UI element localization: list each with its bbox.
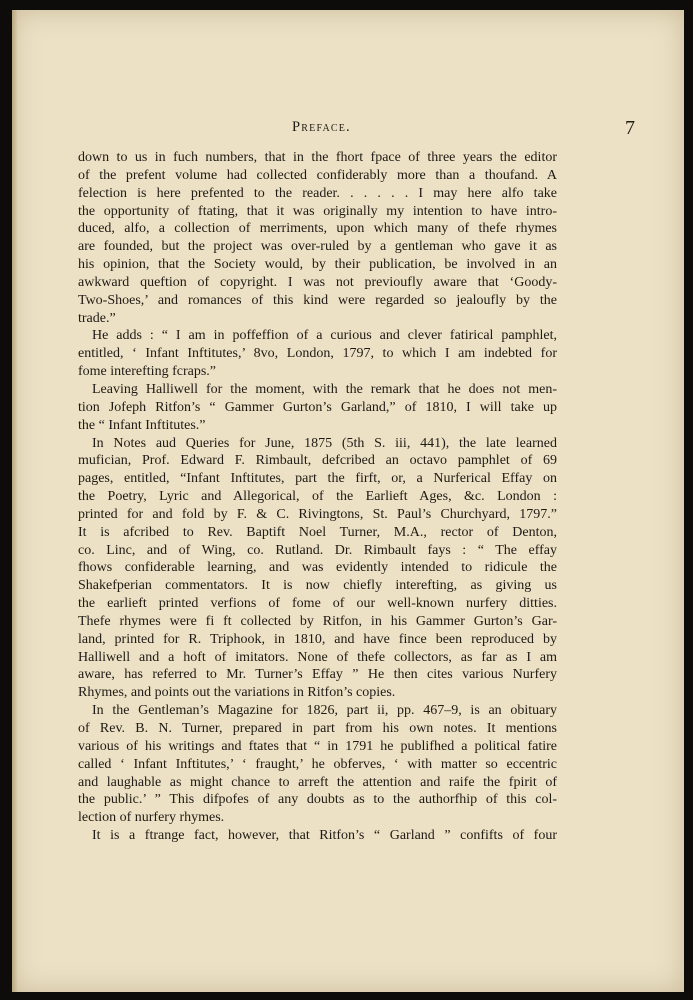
text-line: called ‘ Infant Inftitutes,’ ‘ fraught,’ he obferves, ‘ with matter so eccentric (78, 756, 557, 772)
text-line: aware, has referred to Mr. Turner’s Effay ” He then cites various Nurfery (78, 667, 557, 683)
text-line: the earlieft printed verfions of fome of our well-known nurfery ditties. (78, 596, 557, 612)
text-line: are founded, but the project was over-ruled by a gentleman who gave it as (78, 239, 557, 255)
text-line: co. Linc, and of Wing, co. Rutland. Dr. Rimbault fays : “ The effay (78, 542, 557, 558)
text-line: land, printed for R. Triphook, in 1810, and have fince been reproduced by (78, 631, 557, 647)
text-line: Leaving Halliwell for the moment, with the remark that he does not men- (92, 381, 557, 397)
text-line: Two-Shoes,’ and romances of this kind were regarded so jealoufly by the (78, 292, 557, 308)
text-line: down to us in fuch numbers, that in the fhort fpace of three years the editor (78, 150, 557, 165)
text-line: the public.’ ” This difpofes of any doubts as to the authorfhip of this col- (78, 792, 557, 808)
text-line: Rhymes, and points out the variations in Ritfon’s copies. (78, 685, 396, 701)
text-line: of Rev. B. N. Turner, prepared in part from his own notes. It mentions (78, 721, 557, 736)
page-number: 7 (625, 117, 635, 139)
text-line: Halliwell and a hoft of imitators. None of thefe collectors, as far as I am (78, 649, 557, 665)
page-header (60, 119, 635, 143)
text-line: pages, entitled, “Infant Inftitutes, part the firft, or, a Nurferical Effay on (78, 471, 557, 487)
text-line: In the Gentleman’s Magazine for 1826, part ii, pp. 467–9, is an obituary (92, 703, 557, 719)
text-line: awkward queftion of copyright. I was not previoufly aware that ‘Goody- (78, 274, 557, 290)
text-line: mufician, Prof. Edward F. Rimbault, defcribed an octavo pamphlet of 69 (78, 453, 557, 469)
text-line: tion Jofeph Ritfon’s “ Gammer Gurton’s Garland,” of 1810, I will take up (78, 399, 557, 415)
text-line: printed for and fold by F. & C. Rivingtons, St. Paul’s Churchyard, 1797.” (78, 506, 557, 522)
text-line: Thefe rhymes were fi ft collected by Ritfon, in his Gammer Gurton’s Gar- (78, 613, 557, 629)
text-line: Shakefperian commentators. It is now chiefly interefting, as giving us (78, 578, 557, 594)
text-line: It is a ftrange fact, however, that Ritfon’s “ Garland ” confifts of four (92, 828, 557, 844)
text-line: the opportunity of ftating, that it was originally my intention to have intro- (78, 203, 557, 219)
text-line: the Poetry, Lyric and Allegorical, of the Earlieft Ages, &c. London : (78, 489, 557, 505)
text-line: duced, alfo, a collection of merriments, upon which many of thefe rhymes (78, 221, 557, 237)
text-line: entitled, ‘ Infant Inftitutes,’ 8vo, London, 1797, to which I am indebted for (78, 346, 557, 362)
text-line: of the prefent volume had collected confiderably more than a thoufand. A (78, 167, 557, 183)
text-line: the “ Infant Inftitutes.” (78, 417, 206, 433)
text-line: He adds : “ I am in poffeffion of a curious and clever fatirical pamphlet, (92, 328, 557, 344)
running-head: Preface. (292, 119, 351, 135)
text-line: In Notes aud Queries for June, 1875 (5th S. iii, 441), the late learned (92, 435, 557, 451)
text-line: fhows confiderable learning, and was evidently intended to ridicule the (78, 560, 557, 576)
text-line: fome interefting fcraps.” (78, 364, 216, 380)
text-line: and laughable as might chance to arreft the attention and raife the fpirit of (78, 774, 557, 790)
body-text (78, 149, 557, 845)
text-line: trade.” (78, 310, 116, 326)
text-line: It is afcribed to Rev. Baptift Noel Turner, M.A., rector of Denton, (78, 524, 557, 540)
text-line: various of his writings and ftates that “ in 1791 he publifhed a political fatire (78, 738, 557, 754)
text-line: his opinion, that the Society would, by their publication, be involved in an (78, 257, 557, 273)
text-line: lection of nurfery rhymes. (78, 810, 225, 826)
page-gutter-shadow (12, 10, 18, 992)
text-line: felection is here prefented to the reader. . . . . . I may here alfo take (78, 185, 557, 201)
